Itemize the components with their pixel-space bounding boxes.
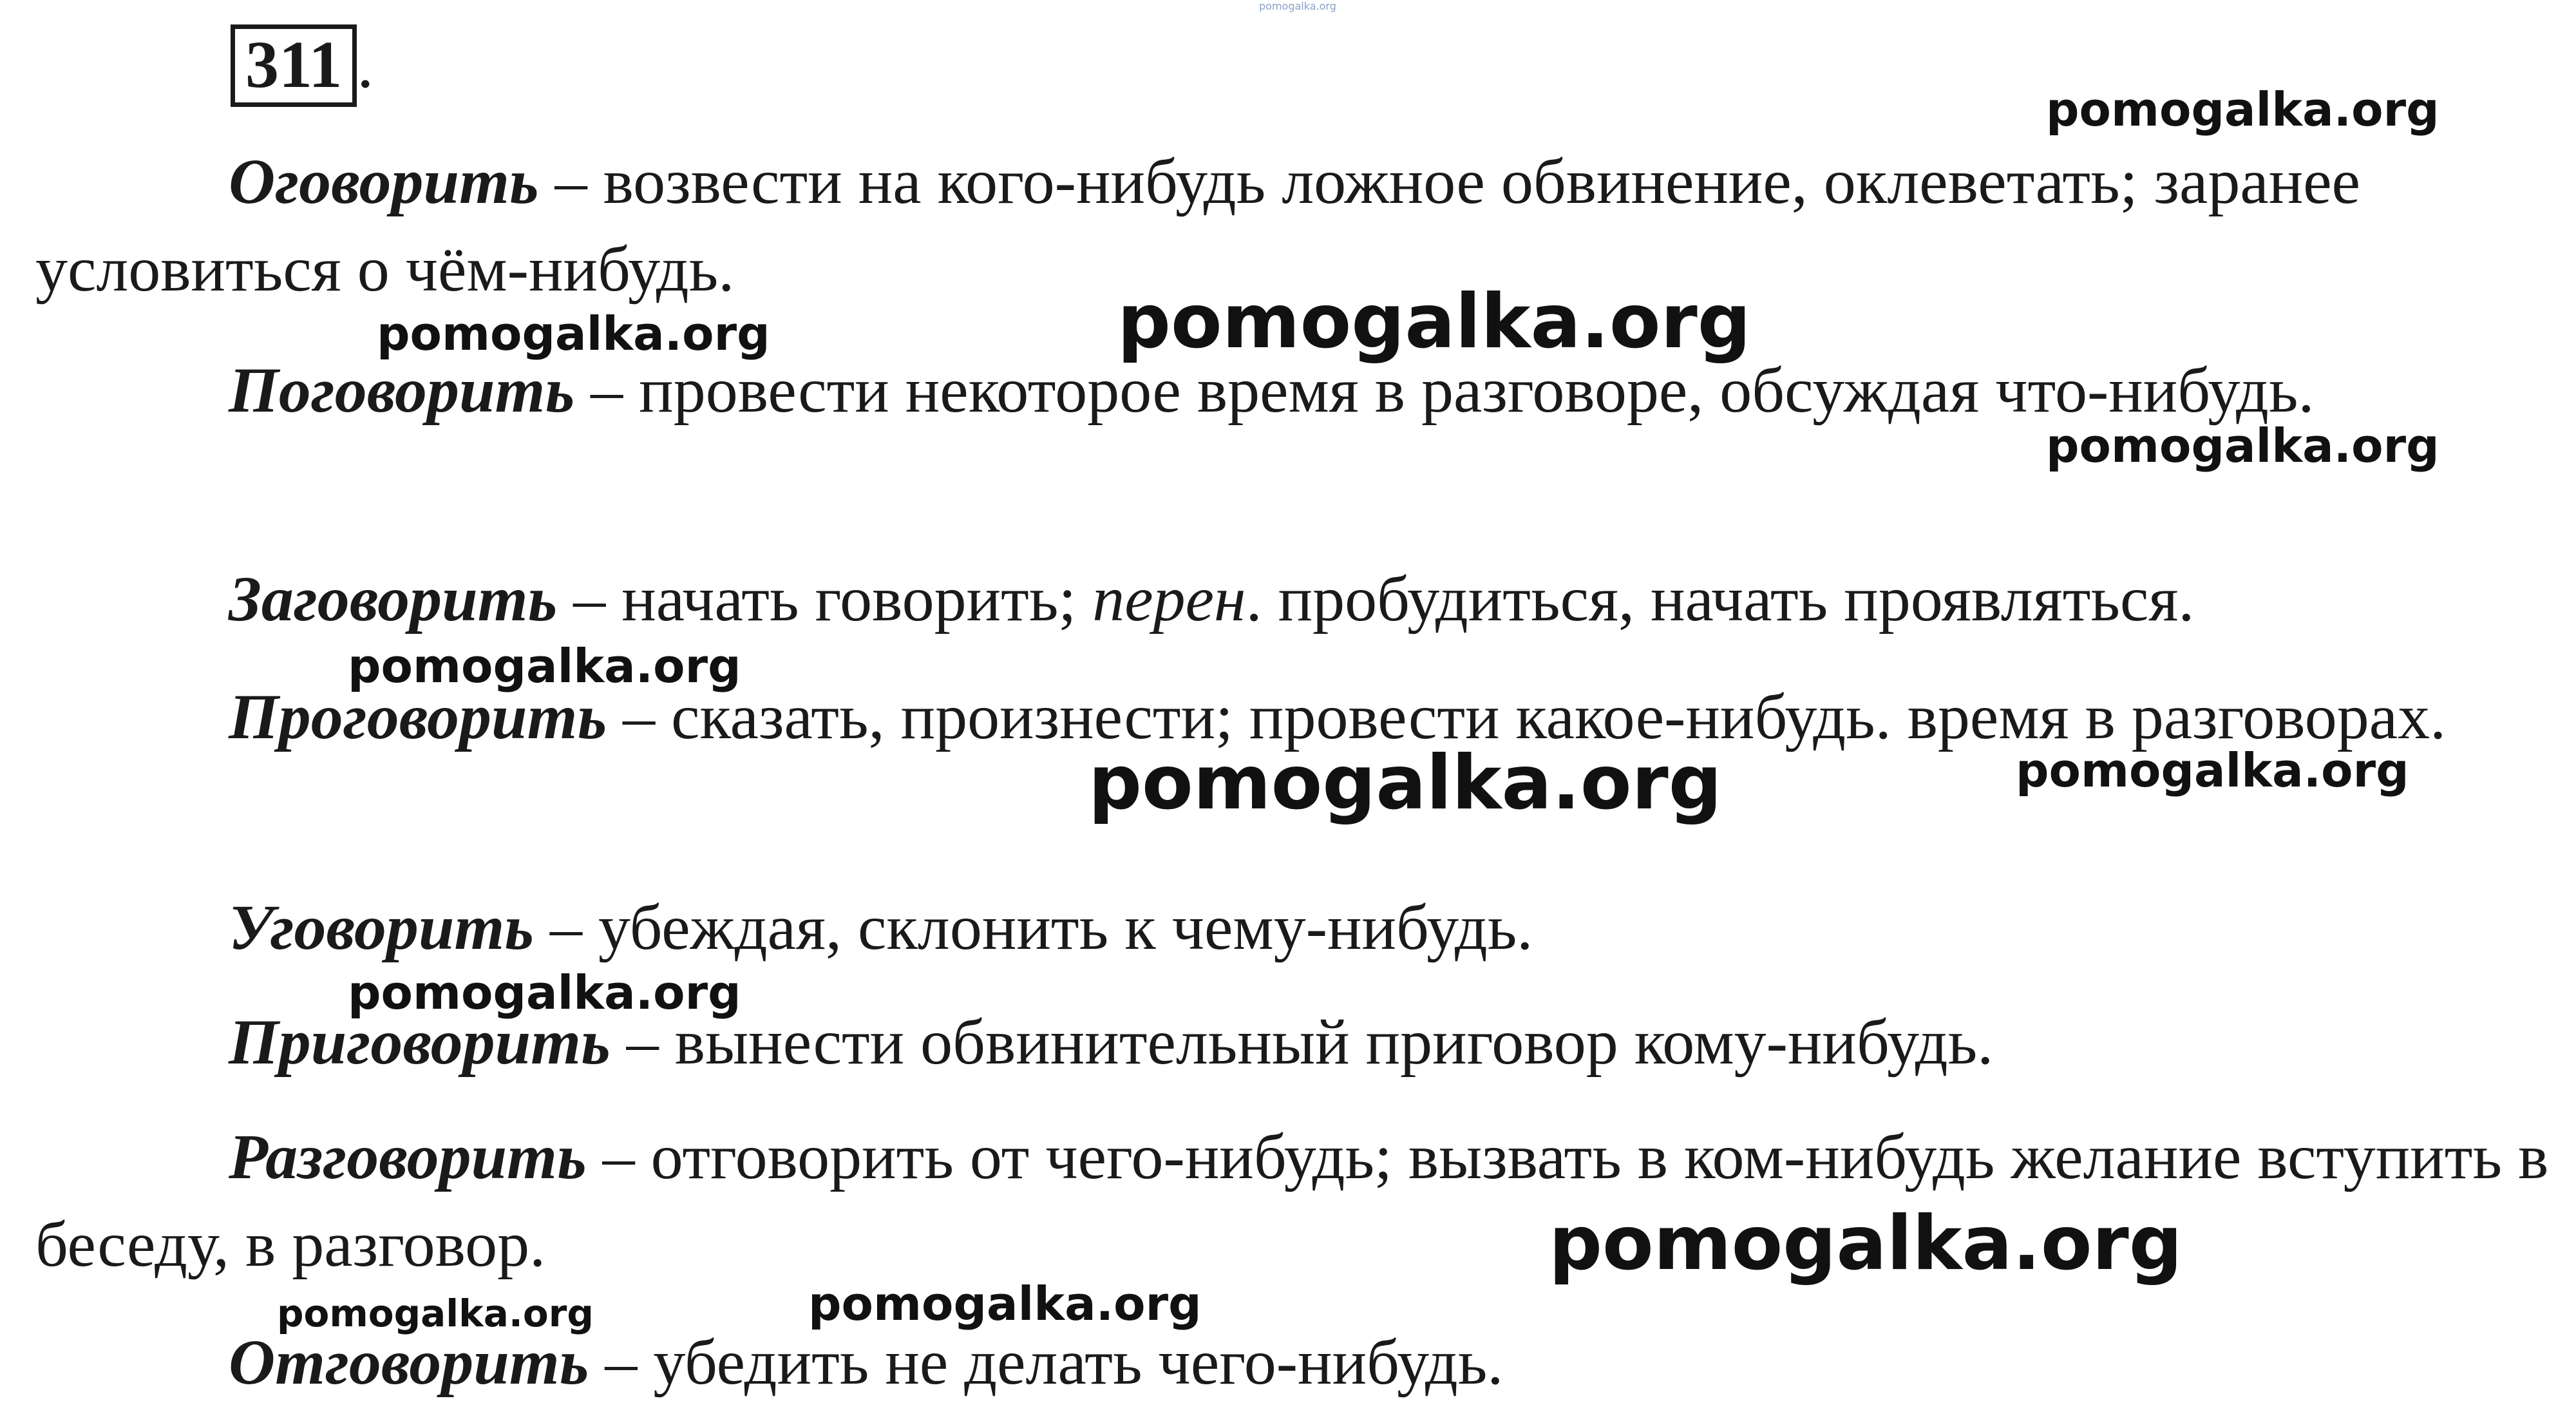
watermark: pomogalka.org bbox=[1259, 0, 1336, 12]
watermark: pomogalka.org bbox=[808, 1277, 1202, 1331]
watermark: pomogalka.org bbox=[1117, 278, 1751, 365]
definition-term: Разговорить bbox=[229, 1121, 587, 1192]
exercise-number-dot: . bbox=[357, 28, 374, 102]
definition-entry bbox=[35, 1113, 2566, 1288]
definition-text: – возвести на кого-нибудь ложное обвинение, оклеветать; заранее условиться о чём-нибудь. bbox=[35, 146, 2361, 305]
definition-text: – убедить не делать чего-нибудь. bbox=[589, 1326, 1504, 1398]
definition-text: – начать говорить; bbox=[557, 563, 1093, 634]
watermark: pomogalka.org bbox=[2016, 743, 2409, 797]
definition-term: Заговорить bbox=[229, 563, 558, 634]
definition-text: – провести некоторое время в разговоре, обсуждая что-нибудь. bbox=[574, 354, 2315, 426]
watermark: pomogalka.org bbox=[348, 966, 741, 1020]
definition-entry bbox=[35, 884, 2566, 971]
definition-text: – сказать, произнести; провести какое-нибудь. время в разговорах. bbox=[607, 681, 2447, 752]
watermark: pomogalka.org bbox=[1549, 1200, 2183, 1287]
definition-text: – убеждая, склонить к чему-нибудь. bbox=[533, 892, 1533, 963]
definition-text: – вынести обвинительный приговор кому-нибудь. bbox=[610, 1006, 1994, 1078]
definition-term: Поговорить bbox=[229, 354, 575, 426]
watermark: pomogalka.org bbox=[1088, 739, 1722, 826]
definition-term: Уговорить bbox=[229, 892, 534, 963]
exercise-number-box: 311 bbox=[231, 24, 357, 107]
definition-term: Проговорить bbox=[229, 681, 607, 752]
definition-text: . пробудиться, начать проявляться. bbox=[1245, 563, 2195, 634]
definition-term: Отговорить bbox=[229, 1326, 589, 1398]
watermark: pomogalka.org bbox=[377, 307, 770, 361]
watermark: pomogalka.org bbox=[2046, 82, 2439, 137]
watermark: pomogalka.org bbox=[348, 639, 741, 693]
definition-entry bbox=[35, 555, 2566, 643]
definition-term: Оговорить bbox=[229, 146, 539, 217]
watermark: pomogalka.org bbox=[2046, 419, 2439, 473]
definition-text: – отговорить от чего-нибудь; вызвать в ком-нибудь желание вступить в беседу, в разговор. bbox=[35, 1121, 2549, 1280]
definition-term: Приговорить bbox=[229, 1006, 611, 1078]
exercise-number bbox=[231, 24, 374, 107]
watermark: pomogalka.org bbox=[277, 1292, 594, 1335]
definition-abbreviation: перен bbox=[1092, 563, 1246, 634]
